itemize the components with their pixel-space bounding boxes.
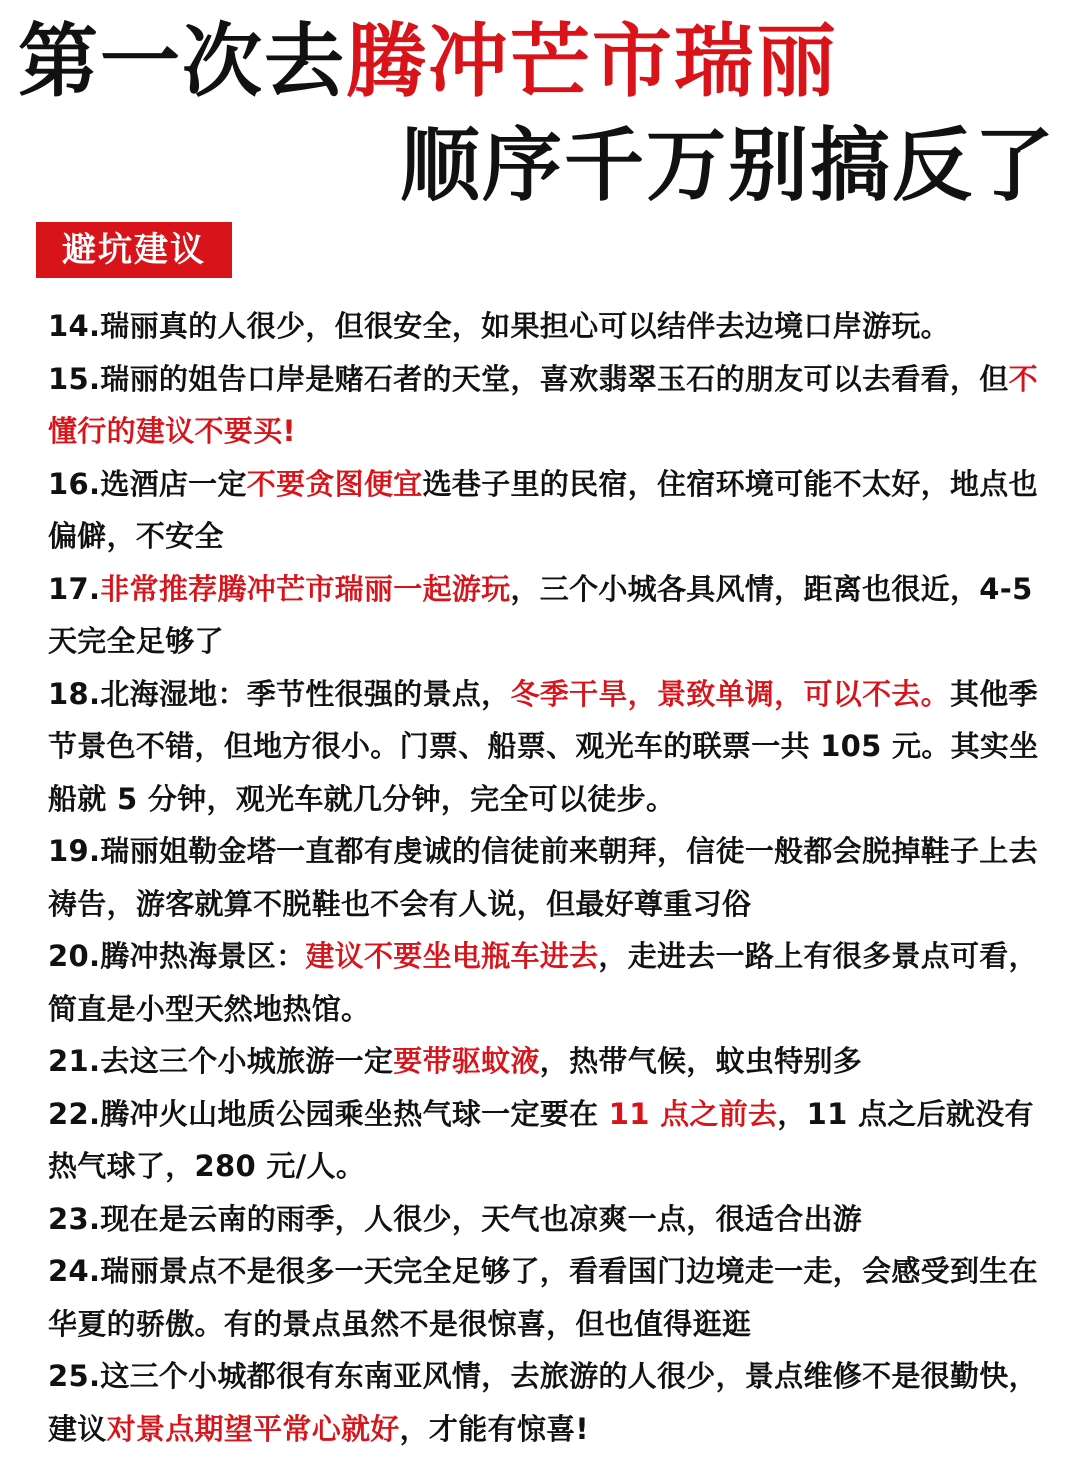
section-tag: 避坑建议 <box>36 222 232 278</box>
tip-text: 21.去这三个小城旅游一定 <box>48 1044 394 1078</box>
tip-item <box>48 930 1048 1035</box>
tip-text: 19.瑞丽姐勒金塔一直都有虔诚的信徒前来朝拜，信徒一般都会脱掉鞋子上去祷告，游客就算不脱鞋也不会有人说，但最好尊重习俗 <box>48 834 1038 921</box>
tip-text: ，才能有惊喜! <box>399 1411 589 1446</box>
tip-text: ，11 点之后就没有热气球了，280 元/人。 <box>48 1096 1034 1183</box>
tip-item <box>48 300 1048 353</box>
tip-item <box>48 1245 1048 1350</box>
tip-text: 18.北海湿地：季节性很强的景点， <box>48 676 511 711</box>
tip-item <box>48 1088 1048 1193</box>
tip-item <box>48 1035 1048 1088</box>
tip-text: 其他季节景色不错，但地方很小。门票、船票、观光车的联票一共 105 元。其实坐船就 5 分钟，观光车就几分钟，完全可以徒步。 <box>48 676 1039 816</box>
title-prefix: 第一次去 <box>18 15 346 108</box>
tip-text: ，走进去一路上有很多景点可看，简直是小型天然地热馆。 <box>48 939 1038 1026</box>
tip-text: 20.腾冲热海景区： <box>48 939 306 973</box>
title-highlight: 腾冲芒市瑞丽 <box>346 15 838 108</box>
tip-text: 24.瑞丽景点不是很多一天完全足够了，看看国门边境走一走，会感受到生在华夏的骄傲。有的景点虽然不是很惊喜，但也值得逛逛 <box>48 1254 1038 1341</box>
tip-highlight: 冬季干旱，景致单调，可以不去。 <box>510 676 950 711</box>
tip-highlight: 非常推荐腾冲芒市瑞丽一起游玩 <box>100 571 511 606</box>
tip-text: 选巷子里的民宿，住宿环境可能不太好，地点也偏僻，不安全 <box>48 466 1038 553</box>
tips-list <box>48 300 1048 1455</box>
tip-text: 16.选酒店一定 <box>48 466 247 501</box>
tip-item <box>48 353 1048 458</box>
tip-text: 17. <box>48 571 101 606</box>
tip-text: ，三个小城各具风情，距离也很近，4-5 天完全足够了 <box>48 571 1033 658</box>
tip-item <box>48 1350 1048 1455</box>
tip-text: 25.这三个小城都很有东南亚风情，去旅游的人很少，景点维修不是很勤快，建议 <box>48 1359 1038 1446</box>
page-title <box>18 14 838 110</box>
tip-highlight: 不要贪图便宜 <box>246 466 423 501</box>
tip-highlight: 不懂行的建议不要买! <box>48 361 1038 448</box>
tip-item <box>48 825 1048 930</box>
tip-item <box>48 1193 1048 1246</box>
tip-highlight: 要带驱蚊液 <box>393 1044 540 1078</box>
tip-text: ，热带气候，蚊虫特别多 <box>539 1044 863 1078</box>
tip-text: 23.现在是云南的雨季，人很少，天气也凉爽一点，很适合出游 <box>48 1201 863 1236</box>
tip-highlight: 对景点期望平常心就好 <box>106 1411 400 1446</box>
tip-highlight: 11 点之前去 <box>608 1096 778 1131</box>
tip-item <box>48 563 1048 668</box>
tip-item <box>48 458 1048 563</box>
tip-text: 14.瑞丽真的人很少，但很安全，如果担心可以结伴去边境口岸游玩。 <box>48 309 950 343</box>
tip-item <box>48 668 1048 826</box>
tip-text: 15.瑞丽的姐告口岸是赌石者的天堂，喜欢翡翠玉石的朋友可以去看看，但 <box>48 361 1009 396</box>
tip-highlight: 建议不要坐电瓶车进去 <box>305 939 599 973</box>
tip-text: 22.腾冲火山地质公园乘坐热气球一定要在 <box>48 1096 609 1131</box>
page-subtitle: 顺序千万别搞反了 <box>400 119 1056 212</box>
